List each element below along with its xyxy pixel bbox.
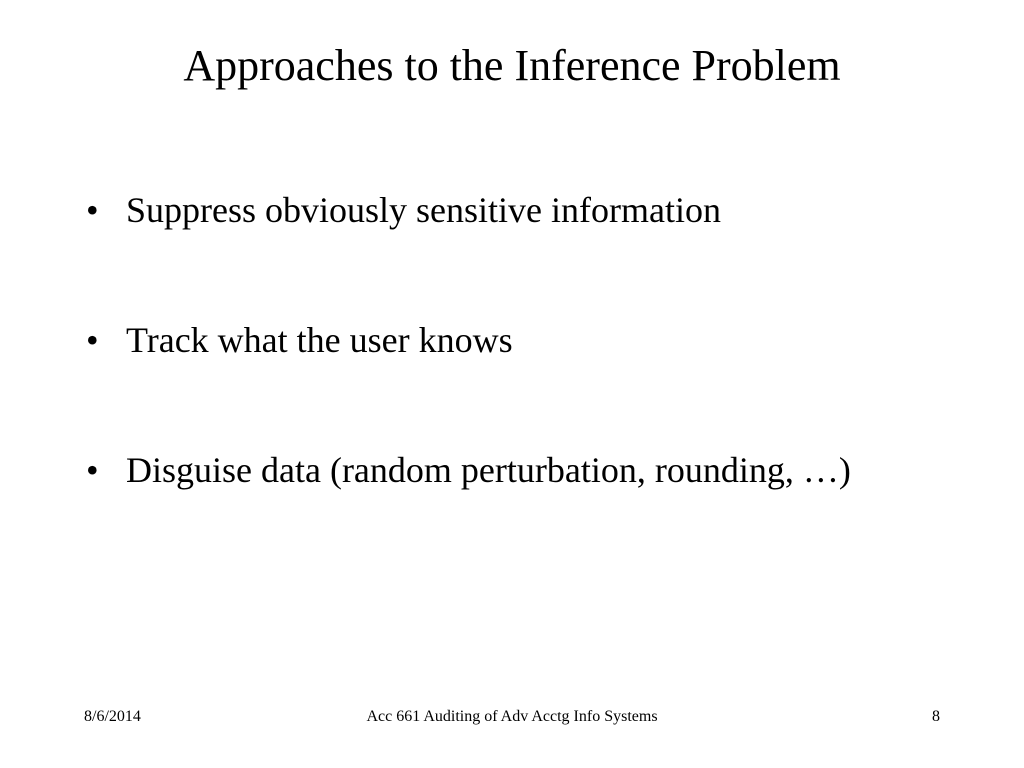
footer-date: 8/6/2014 bbox=[84, 708, 141, 725]
bullet-item bbox=[86, 444, 946, 496]
bullet-item bbox=[86, 184, 946, 236]
bullet-marker: • bbox=[86, 320, 99, 360]
bullet-marker: • bbox=[86, 450, 99, 490]
bullet-marker: • bbox=[86, 190, 99, 230]
footer-page-number: 8 bbox=[932, 708, 940, 725]
slide-title: Approaches to the Inference Problem bbox=[183, 41, 841, 90]
bullet-text: Track what the user knows bbox=[126, 320, 513, 360]
bullet-text: Disguise data (random perturbation, rounding, …) bbox=[126, 450, 851, 490]
footer-course-title: Acc 661 Auditing of Adv Acctg Info Systems bbox=[366, 708, 658, 725]
bullet-list bbox=[86, 184, 946, 496]
bullet-item bbox=[86, 314, 946, 366]
bullet-text: Suppress obviously sensitive information bbox=[126, 190, 721, 230]
